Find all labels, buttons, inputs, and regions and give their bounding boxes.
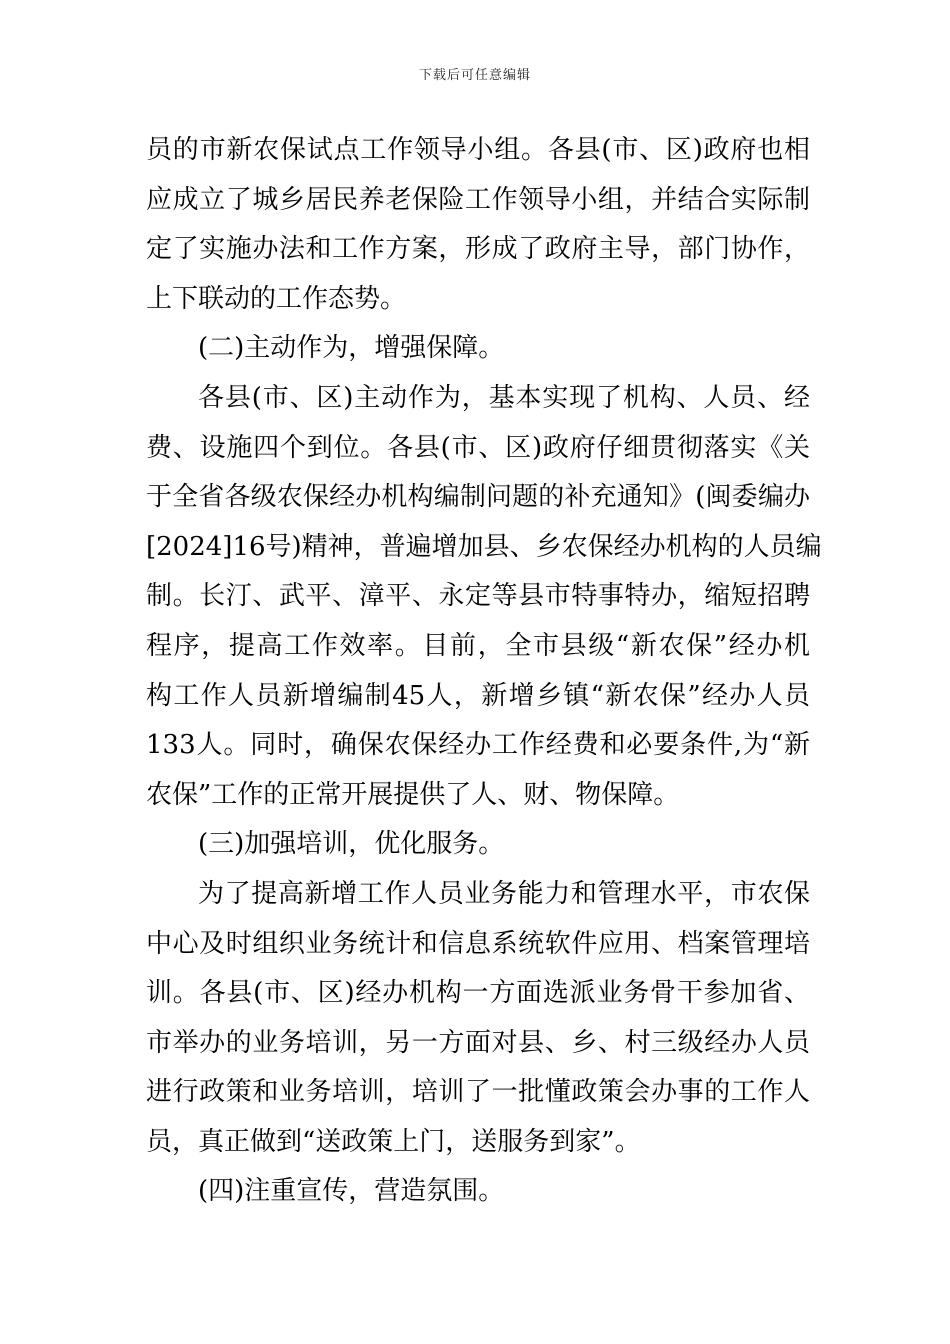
page-header-note: 下载后可任意编辑 [418, 68, 531, 83]
text-line-6: 各县(市、区)主动作为，基本实现了机构、人员、经 [198, 382, 810, 413]
text-line-16: 为了提高新增工作人员业务能力和管理水平，市农保 [198, 878, 810, 909]
text-line-21: 员，真正做到“送政策上门，送服务到家”。 [146, 1126, 641, 1157]
text-line-2: 应成立了城乡居民养老保险工作领导小组，并结合实际制 [146, 184, 810, 215]
text-line-11: 程序，提高工作效率。目前，全市县级“新农保”经办机 [146, 630, 810, 661]
text-line-13: 133人。同时，确保农保经办工作经费和必要条件,为“新 [146, 730, 810, 761]
text-line-10: 制。长汀、武平、漳平、永定等县市特事特办，缩短招聘 [146, 581, 810, 612]
text-line-8: 于全省各级农保经办机构编制问题的补充通知》(闽委编办 [146, 482, 810, 513]
text-line-19: 市举办的业务培训，另一方面对县、乡、村三级经办人员 [146, 1027, 810, 1058]
section-heading-2: (二)主动作为，增强保障。 [198, 333, 505, 364]
text-line-7: 费、设施四个到位。各县(市、区)政府仔细贯彻落实《关 [146, 432, 810, 463]
text-line-1: 员的市新农保试点工作领导小组。各县(市、区)政府也相 [146, 135, 810, 165]
text-line-4: 上下联动的工作态势。 [146, 283, 407, 314]
text-line-3: 定了实施办法和工作方案，形成了政府主导，部门协作， [146, 234, 810, 265]
text-line-12: 构工作人员新增编制45人，新增乡镇“新农保”经办人员 [146, 680, 810, 711]
document-body [146, 130, 822, 1221]
text-line-17: 中心及时组织业务统计和信息系统软件应用、档案管理培 [146, 928, 810, 959]
section-heading-3: (三)加强培训，优化服务。 [198, 829, 505, 860]
text-line-9: [2024]16号)精神，普遍增加县、乡农保经办机构的人员编 [146, 531, 822, 562]
text-line-20: 进行政策和业务培训，培训了一批懂政策会办事的工作人 [146, 1077, 810, 1108]
text-line-18: 训。各县(市、区)经办机构一方面选派业务骨干参加省、 [146, 978, 810, 1009]
section-heading-4: (四)注重宣传，营造氛围。 [198, 1176, 505, 1207]
text-line-14: 农保”工作的正常开展提供了人、财、物保障。 [146, 779, 680, 810]
